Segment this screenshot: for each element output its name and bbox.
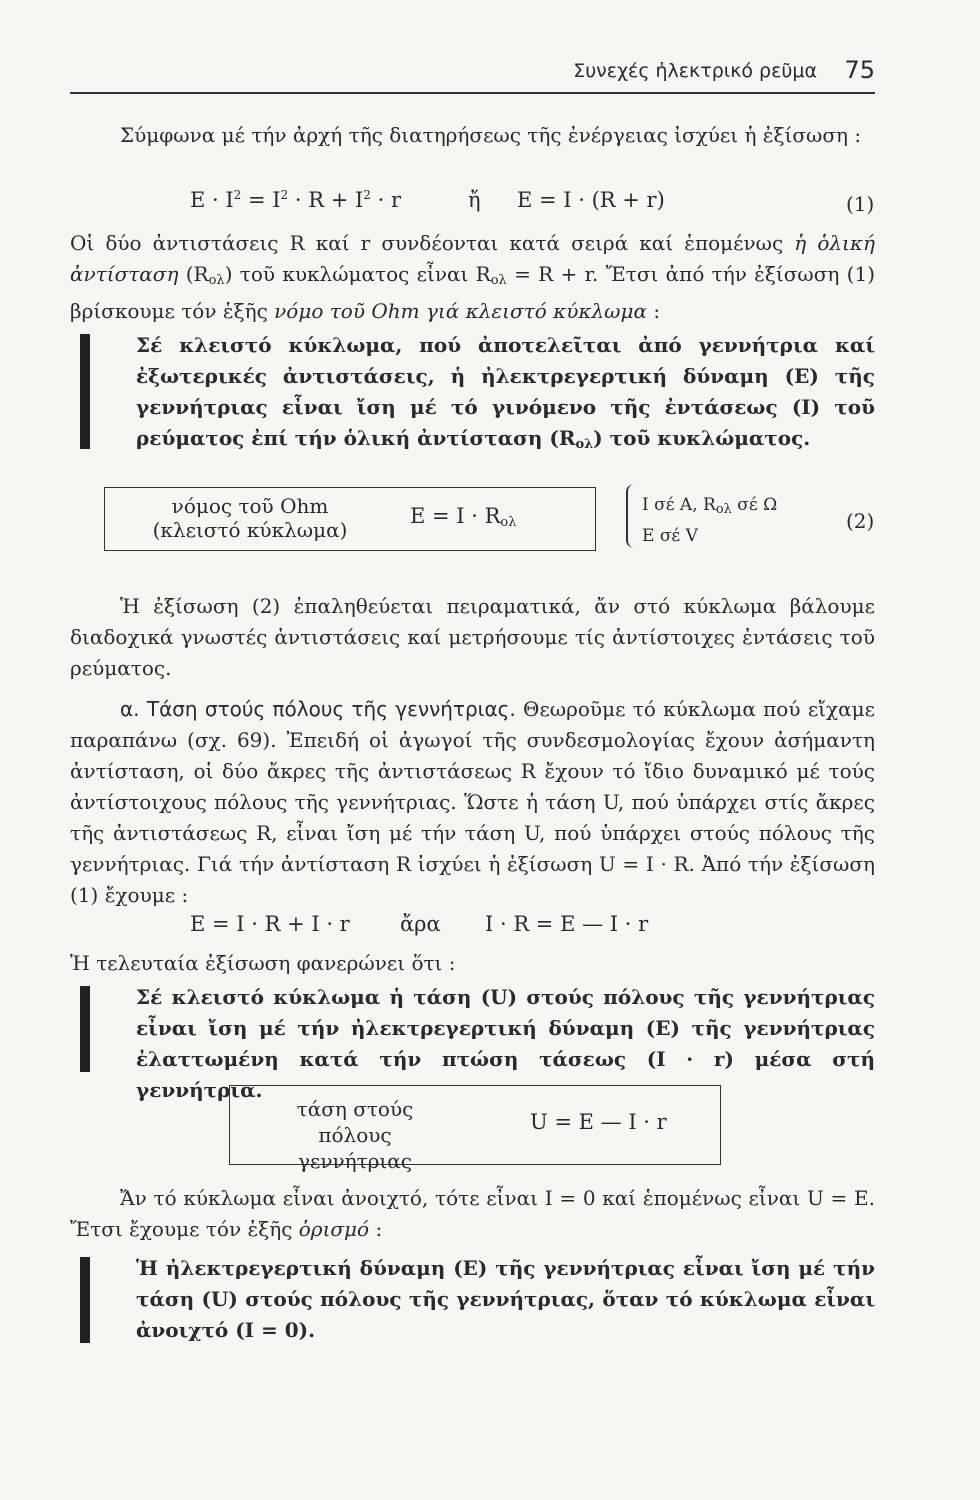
header-rule bbox=[70, 92, 875, 94]
rule-1-text bbox=[136, 330, 875, 460]
equation-3-word: ἄρα bbox=[400, 912, 441, 936]
units-line1-sub: ολ bbox=[715, 502, 732, 517]
ohm-law-name bbox=[145, 494, 355, 542]
running-title: Συνεχές ἠλεκτρικό ρεῦμα bbox=[573, 60, 817, 82]
eq1-lhs: E · I bbox=[190, 188, 234, 212]
running-header bbox=[70, 58, 875, 98]
rule-2-text: Σέ κλειστό κύκλωμα ἡ τάση (U) στούς πόλους τῆς γεννήτριας εἶναι ἴση μέ τήν ἠλεκτρεγερτική δύναμη (E) τῆς γεννήτριας ἐλαττωμένη κατά τήν πτώση τάσεως (I · r) μέσα στή γεννήτρια. bbox=[136, 985, 875, 1102]
equation-2-number: (2) bbox=[846, 509, 875, 533]
p6-italic: ὁρισμό bbox=[298, 1217, 370, 1241]
eq1-exp-3: 2 bbox=[363, 188, 371, 202]
p2-part5: : bbox=[646, 299, 661, 323]
equation-1-right: E = I · (R + r) bbox=[517, 188, 665, 212]
p2-sub2: ολ bbox=[490, 273, 507, 288]
eq1-rhs-a: = I bbox=[241, 188, 281, 212]
ohm-law-units bbox=[642, 492, 777, 549]
equation-1-number: (1) bbox=[846, 192, 875, 216]
rule-marker-bar bbox=[80, 986, 90, 1072]
rule-marker-bar bbox=[80, 334, 90, 449]
law-formula-main: E = I · R bbox=[410, 504, 501, 528]
terminal-voltage-box bbox=[229, 1085, 721, 1173]
units-line1-a: I σέ A, R bbox=[642, 495, 716, 515]
paragraph-energy-conservation: Σύμφωνα μέ τήν ἀρχή τῆς διατηρήσεως τῆς ἐνέργειας ἰσχύει ἡ ἐξίσωση : bbox=[120, 123, 862, 147]
terminal-voltage-formula: U = E — I · r bbox=[530, 1110, 667, 1134]
law-formula-sub: ολ bbox=[500, 515, 517, 530]
rule-emf-definition bbox=[70, 1253, 875, 1347]
rule1-sub: ολ bbox=[575, 437, 594, 452]
paragraph-terminal-voltage bbox=[70, 694, 875, 911]
ohm-law-box bbox=[104, 487, 596, 551]
p2-part4: = R + r. Ἔτσι ἀπό τήν ἐξίσωση (1) βρίσκουμε τόν ἑξῆς bbox=[70, 262, 876, 323]
units-line1-tail: σέ Ω bbox=[731, 495, 778, 515]
ohm-law-formula bbox=[410, 504, 517, 530]
units-line2: E σέ V bbox=[642, 526, 698, 546]
units-line1 bbox=[642, 492, 777, 523]
paragraph-total-resistance bbox=[70, 228, 875, 327]
p2-part3: ) τοῦ κυκλώματος εἶναι R bbox=[224, 262, 491, 286]
equation-3-right: I · R = E — I · r bbox=[485, 912, 649, 936]
law-name-line2: (κλειστό κύκλωμα) bbox=[152, 518, 348, 542]
page-number: 75 bbox=[844, 56, 875, 84]
rule1-tail: ) τοῦ κυκλώματος. bbox=[593, 426, 811, 450]
section-heading-terminal-voltage: α. Τάση στούς πόλους τῆς γεννήτριας. bbox=[120, 697, 516, 721]
equation-1-or: ἤ bbox=[468, 188, 481, 212]
p2-italic1: ἡ ὁλική ἀντίσταση bbox=[70, 231, 875, 286]
p2-part1: Οἱ δύο ἀντιστάσεις R καί r συνδέονται κατά σειρά καί ἑπομένως bbox=[70, 231, 795, 255]
def-name-line2: γεννήτριας bbox=[298, 1149, 412, 1173]
rule1-body: Σέ κλειστό κύκλωμα, πού ἀποτελεῖται ἀπό γεννήτρια καί ἐξωτερικές ἀντιστάσεις, ἡ ἠλεκτρεγερτική δύναμη (E) τῆς γεννήτριας εἶναι ἴση μέ τό γινόμενο τῆς ἐντάσεως (I) τοῦ ρεύματος ἐπί τήν ὁλική ἀντίσταση (R bbox=[136, 333, 875, 450]
p2-italic2: νόμο τοῦ Ohm γιά κλειστό κύκλωμα bbox=[274, 299, 647, 323]
def-name-line1: τάση στούς πόλους bbox=[296, 1097, 414, 1147]
terminal-voltage-name bbox=[260, 1096, 450, 1174]
law-name-line1: νόμος τοῦ Ohm bbox=[171, 494, 329, 518]
equation-1 bbox=[190, 188, 401, 212]
p6-part1: Ἄν τό κύκλωμα εἶναι ἀνοιχτό, τότε εἶναι I = 0 καί ἑπομένως εἶναι U = E. Ἔτσι ἔχουμε τόν ἑξῆς bbox=[70, 1186, 875, 1241]
rule-marker-bar bbox=[80, 1257, 90, 1343]
paragraph-last-equation: Ἡ τελευταία ἐξίσωση φανερώνει ὅτι : bbox=[70, 951, 456, 975]
rule-ohm-closed-circuit bbox=[70, 330, 875, 454]
p2-part2: (R bbox=[178, 262, 209, 286]
eq1-exp-1: 2 bbox=[233, 188, 242, 202]
p2-sub1: ολ bbox=[208, 273, 225, 288]
eq1-rhs-b: · R + I bbox=[288, 188, 364, 212]
p4-body: Θεωροῦμε τό κύκλωμα πού εἴχαμε παραπάνω (σχ. 69). Ἐπειδή οἱ ἀγωγοί τῆς συνδεσμολογίας ἔχουν ἀσήμαντη ἀντίσταση, οἱ δύο ἄκρες τῆς ἀντιστάσεως R ἔχουν τό ἴδιο δυναμικό μέ τούς ἀντίστοιχους πόλους τῆς γεννήτριας. Ὥστε ἡ τάση U, πού ὑπάρχει στίς ἄκρες τῆς ἀντιστάσεως R, εἶναι ἴση μέ τήν τάση U, πού ὑπάρχει στούς πόλους τῆς γεννήτριας. Γιά τήν ἀντίσταση R ἰσχύει ἡ ἐξίσωση U = I · R. Ἀπό τήν ἐξίσωση (1) ἔχουμε : bbox=[70, 697, 876, 907]
paragraph-verification: Ἡ ἐξίσωση (2) ἐπαληθεύεται πειραματικά, ἄν στό κύκλωμα βάλουμε διαδοχικά γνωστές ἀντιστάσεις καί μετρήσουμε τίς ἀντίστοιχες ἐντάσεις τοῦ ρεύματος. bbox=[70, 594, 875, 680]
equation-3-left: E = I · R + I · r bbox=[190, 912, 350, 936]
p6-part2: : bbox=[369, 1217, 383, 1241]
eq1-exp-2: 2 bbox=[280, 188, 289, 202]
paragraph-open-circuit bbox=[70, 1183, 875, 1245]
units-brace bbox=[626, 484, 638, 548]
rule-3-text: Ἡ ἠλεκτρεγερτική δύναμη (E) τῆς γεννήτριας εἶναι ἴση μέ τήν τάση (U) στούς πόλους τῆς γεννήτριας, ὅταν τό κύκλωμα εἶναι ἀνοιχτό (I = 0). bbox=[136, 1256, 875, 1342]
eq1-rhs-c: · r bbox=[370, 188, 401, 212]
rule-terminal-voltage bbox=[70, 982, 875, 1102]
